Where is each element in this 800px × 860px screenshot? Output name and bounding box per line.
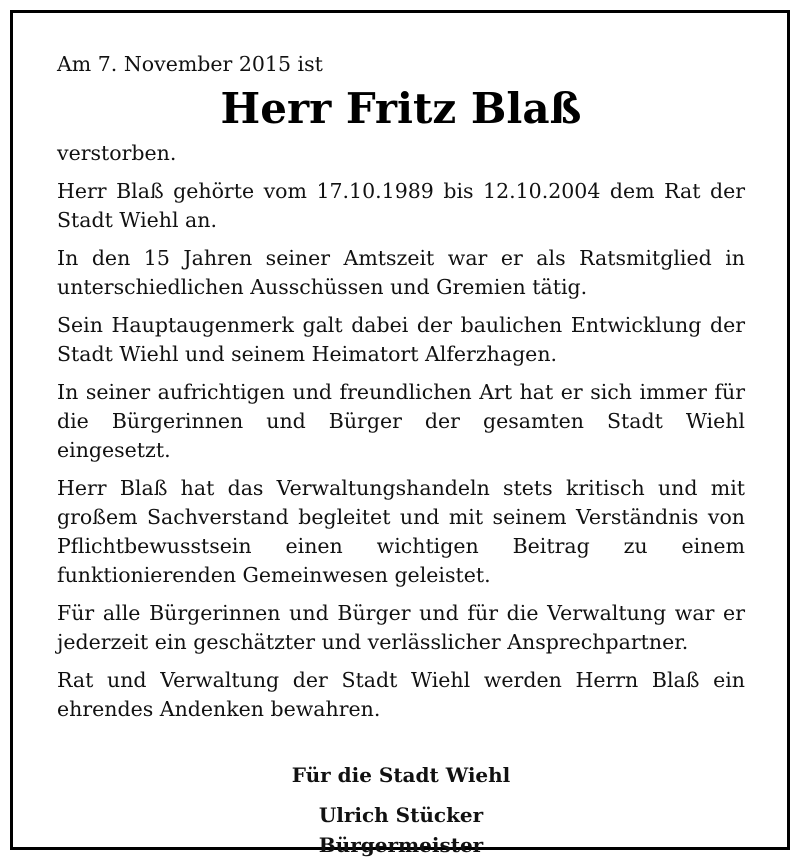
paragraph-partner: Für alle Bürgerinnen und Bürger und für die Verwaltung war er jederzeit ein geschätzter und verlässlicher Ansprechpartner. xyxy=(57,601,745,654)
paragraph-council-term: Herr Blaß gehörte vom 17.10.1989 bis 12.10.2004 dem Rat der Stadt Wiehl an. xyxy=(57,179,745,232)
signature-role: Bürgermeister xyxy=(318,833,484,857)
signature-organization: Für die Stadt Wiehl xyxy=(291,763,511,787)
obituary-border xyxy=(10,10,790,857)
paragraph-focus: Sein Hauptaugenmerk galt dabei der baulichen Entwicklung der Stadt Wiehl und seinem Heimatort Alferzhagen. xyxy=(57,313,745,366)
obituary-notice xyxy=(57,50,745,860)
signature-person: Ulrich Stücker xyxy=(318,803,484,827)
deceased-name: Herr Fritz Blaß xyxy=(220,84,582,133)
paragraph-committees: In den 15 Jahren seiner Amtszeit war er als Ratsmitglied in unterschiedlichen Ausschüssen und Gremien tätig. xyxy=(57,246,745,299)
paragraph-contribution: Herr Blaß hat das Verwaltungshandeln stets kritisch und mit großem Sachverstand begleitet und mit seinem Verständnis von Pflichtbewusstsein einen wichtigen Beitrag zu einem funktionierenden Gemeinwesen geleistet. xyxy=(57,476,745,587)
deceased-text: verstorben. xyxy=(57,141,177,165)
paragraph-remembrance: Rat und Verwaltung der Stadt Wiehl werden Herrn Blaß ein ehrendes Andenken bewahren. xyxy=(57,668,745,721)
intro-text: Am 7. November 2015 ist xyxy=(57,52,323,76)
paragraph-character: In seiner aufrichtigen und freundlichen Art hat er sich immer für die Bürgerinnen und Bürger der gesamten Stadt Wiehl eingesetzt. xyxy=(57,380,745,462)
